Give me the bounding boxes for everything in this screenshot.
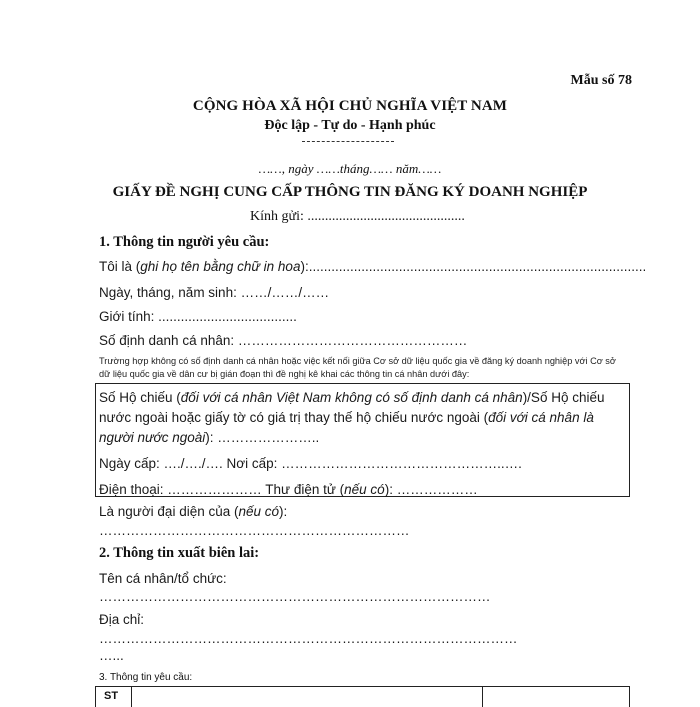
representative-text: Là người đại diện của ( [99,504,239,519]
name-hint: ghi họ tên bằng chữ in hoa [140,259,301,274]
passport-hint-b: đối với cá nhân là người nước ngoài [99,410,594,445]
form-number: Mẫu số 78 [570,73,632,88]
section1-heading: 1. Thông tin người yêu cầu: [99,234,270,250]
dob-field[interactable]: Ngày, tháng, năm sinh: ……/……/…… [99,285,330,300]
passport-box-content [99,388,624,500]
passport-label-c: ): ………………….. [205,430,320,445]
name-field[interactable] [99,259,646,274]
section3-heading: 3. Thông tin yêu cầu: [99,672,193,683]
table-col-divider [481,687,483,707]
address-label: Địa chỉ: [99,612,145,627]
representative-label [99,504,287,519]
motto-underline [302,141,394,142]
passport-label-b: )/Số Hộ chiếu nước ngoài hoặc giấy tờ có giá trị thay thế hộ chiếu nước ngoài ( [99,390,605,425]
passport-label-a: Số Hộ chiếu ( [99,390,181,405]
phone-label: Điện thoại: ………………… Thư điện tử ( [99,482,345,497]
representative-hint: nếu có [238,504,280,519]
name-prefix: Tôi là ( [99,259,141,274]
representative-field[interactable]: …………………………………………………………… [99,523,410,538]
address-field-continued[interactable]: …... [99,648,124,663]
passport-hint-a: đối với cá nhân Việt Nam không có số định danh cá nhân [180,390,523,405]
section2-heading: 2. Thông tin xuất biên lai: [99,545,260,561]
id-note: Trường hợp không có số định danh cá nhân hoặc việc kết nối giữa Cơ sở dữ liệu quốc gia về đăng ký doanh nghiệp với Cơ sở dữ liệu quốc gia về dân cư bị gián đoạn thì đề nghị kê khai các thông tin cá nhân dưới đây: [99,356,616,379]
email-hint: nếu có [344,482,385,497]
email-dots: ): ……………… [384,482,478,497]
greeting-line: Kính gửi: ............................................. [250,209,465,224]
address-field[interactable]: ………………………………………………………………………………… [99,631,518,646]
name-suffix: ):.......................................................................................... [300,259,647,274]
request-table [95,686,630,707]
passport-field[interactable] [99,388,624,448]
gender-field[interactable]: Giới tính: ..................................... [99,309,297,324]
phone-email-field[interactable] [99,480,624,500]
national-title: CỘNG HÒA XÃ HỘI CHỦ NGHĨA VIỆT NAM [192,98,508,114]
id-number-field[interactable]: Số định danh cá nhân: …………………………………………… [99,333,468,348]
issue-field[interactable]: Ngày cấp: …./…./…. Nơi cấp: …………………………………………..…. [99,456,522,471]
national-motto: Độc lập - Tự do - Hạnh phúc [264,118,436,133]
representative-suffix: ): [279,504,288,519]
document-title: GIẤY ĐỀ NGHỊ CUNG CẤP THÔNG TIN ĐĂNG KÝ DOANH NGHIỆP [112,184,588,200]
org-field[interactable]: …………………………………………………………………………… [99,589,491,604]
date-line: ……, ngày ……tháng…… năm…… [258,161,442,176]
org-label: Tên cá nhân/tổ chức: [99,571,227,586]
table-header-stt: ST [104,690,119,702]
